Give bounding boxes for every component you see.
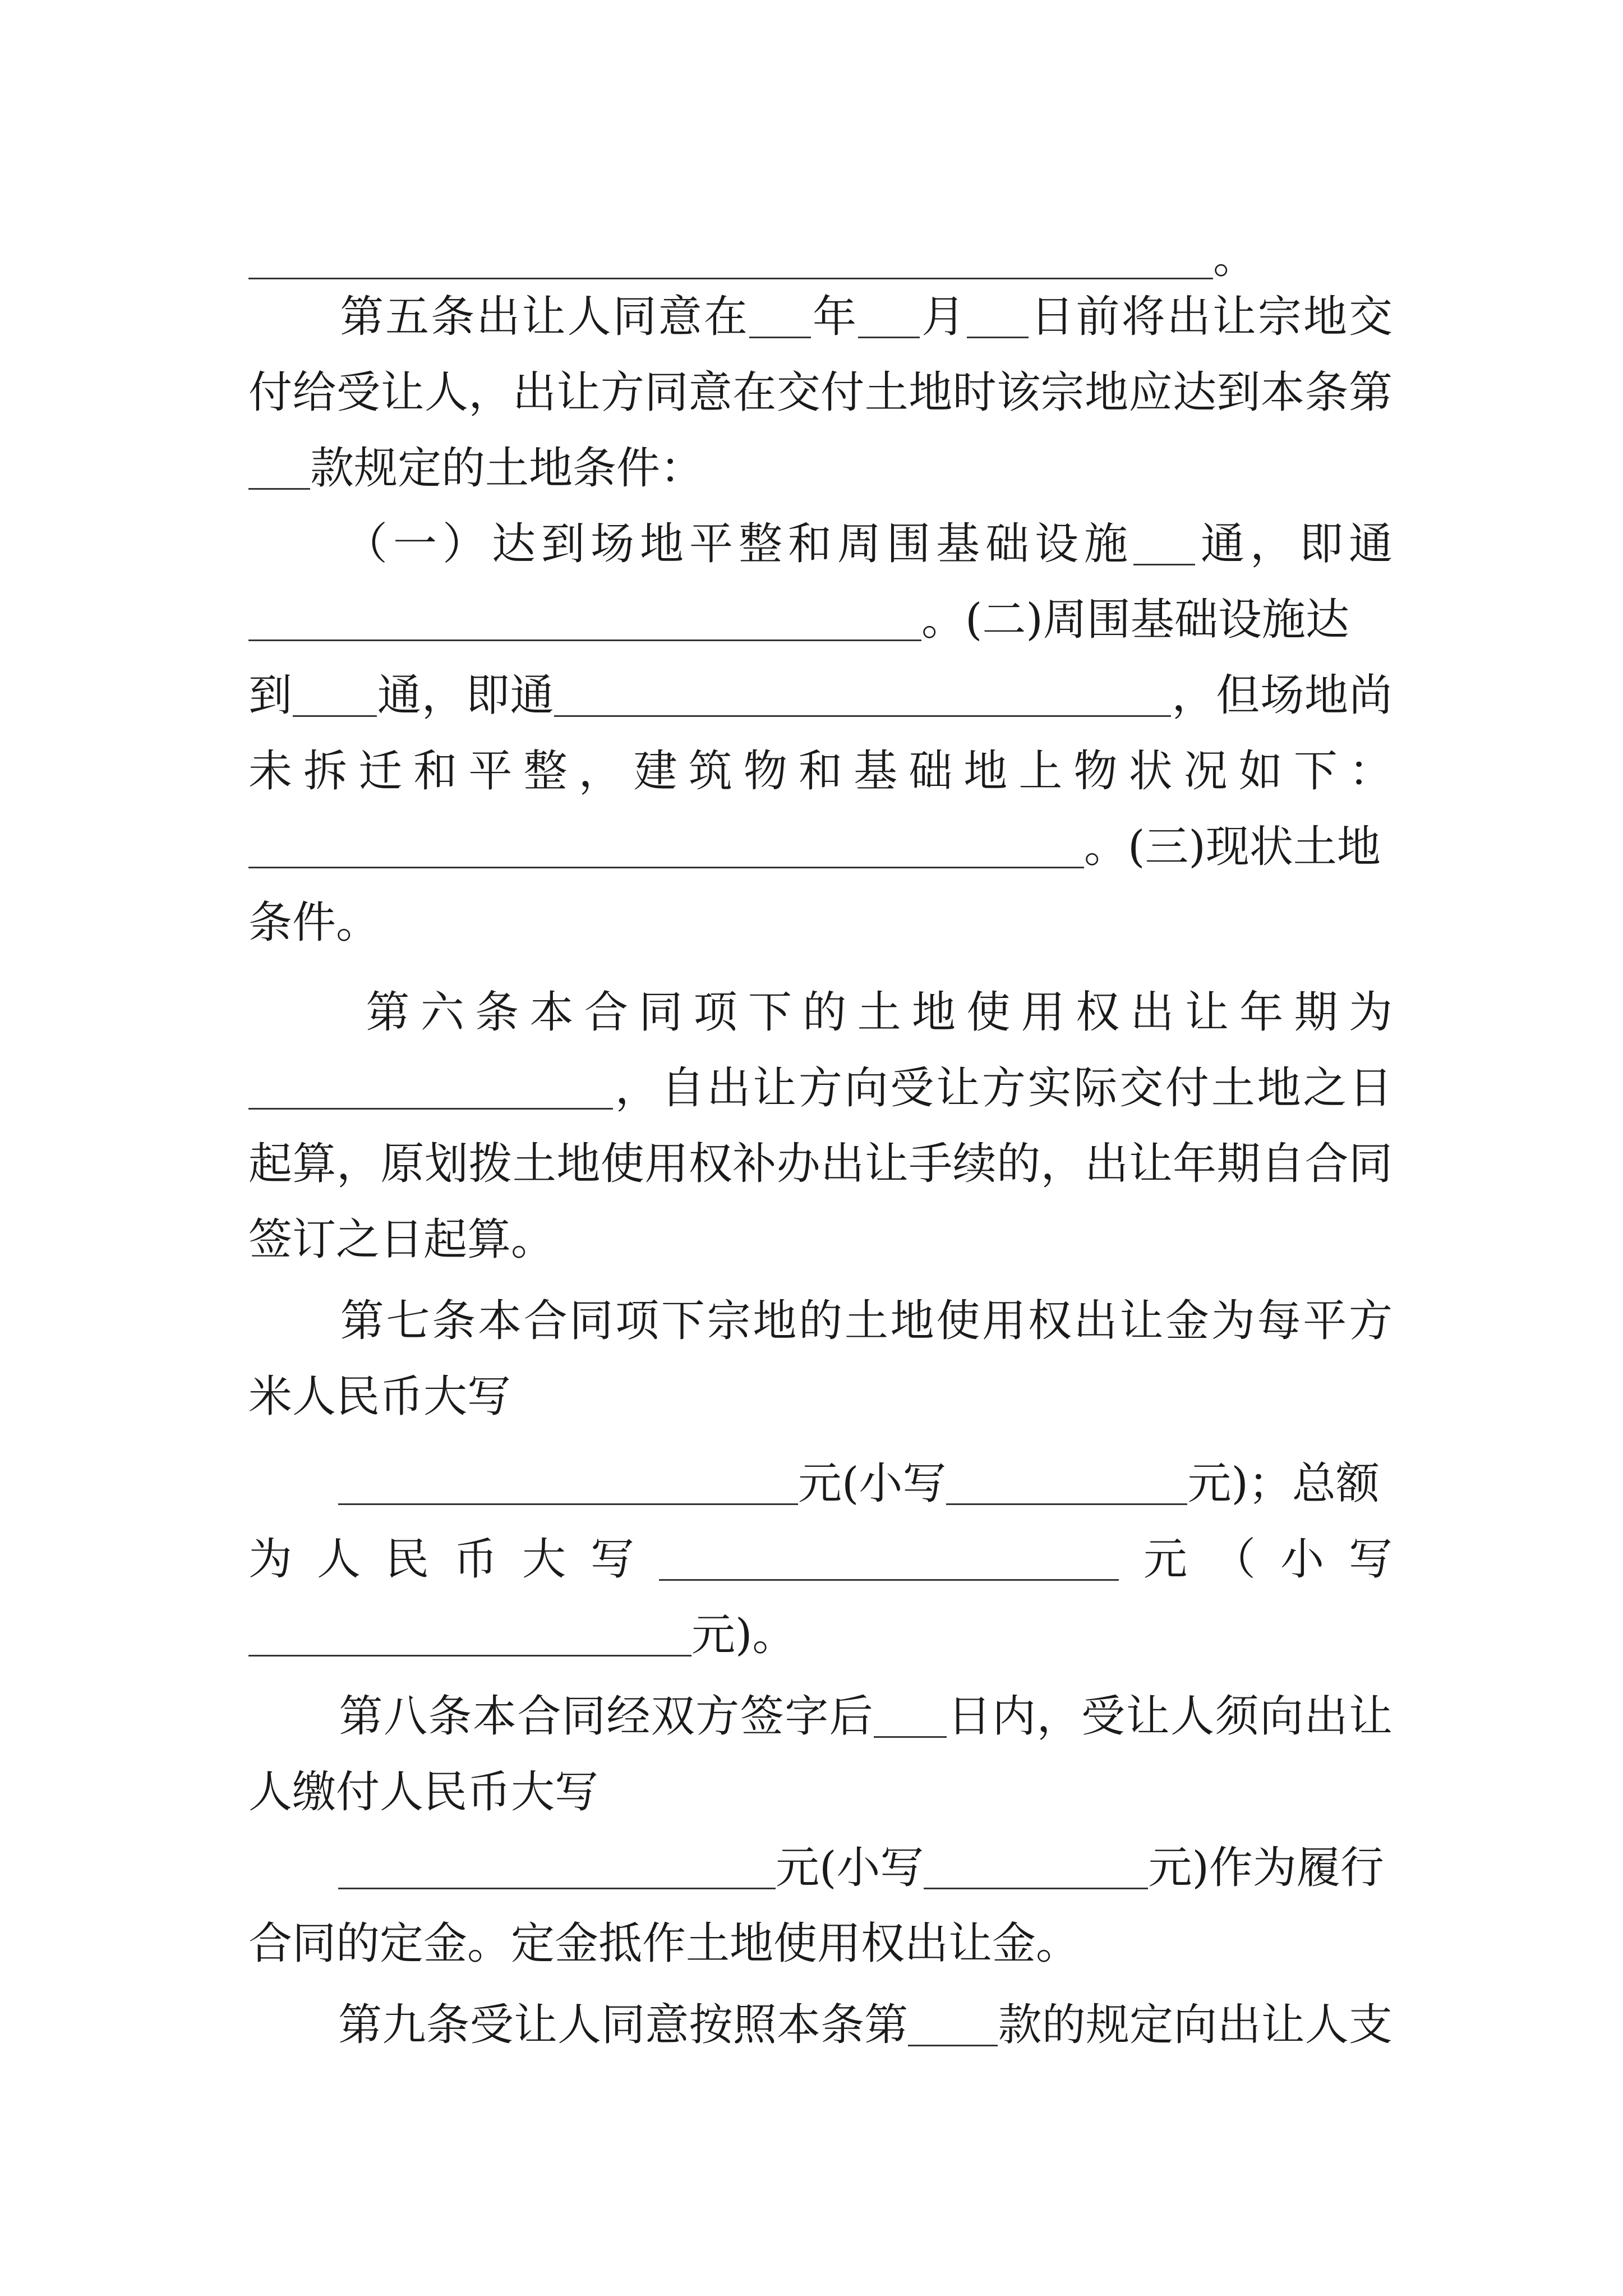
article-7-line-4 <box>248 1529 1393 1590</box>
text-line-1 <box>248 227 1393 289</box>
article-8-line-3 <box>248 1837 1393 1899</box>
clause-blank <box>908 2005 998 2046</box>
text-segment: 日内，受让人须向出让 <box>947 1691 1393 1742</box>
text-segment: 款规定的土地条件： <box>310 443 704 494</box>
text-segment: 米人民币大写 <box>248 1372 511 1422</box>
text-segment: 第九条受让人同意按照本条第 <box>338 2000 909 2050</box>
text-segment: 元)。 <box>691 1610 796 1660</box>
day-blank <box>967 297 1029 338</box>
text-segment: 签订之日起算。 <box>248 1214 555 1265</box>
deposit-figures-blank <box>924 1848 1148 1889</box>
article-5-item-2-line-2 <box>248 665 1393 726</box>
line-end-punctuation: 。 <box>1213 233 1257 283</box>
article-5-item-1 <box>248 513 1393 575</box>
article-5-item-3-line-1 <box>248 816 1393 878</box>
text-segment: （一）达到场地平整和周围基础设施 <box>338 519 1133 569</box>
amount-words-blank <box>338 1464 798 1505</box>
article-8-line-4 <box>248 1913 1393 1975</box>
text-segment: 元(小写 <box>798 1458 947 1509</box>
text-segment: 第七条本合同项下宗地的土地使用权出让金为每平方 <box>338 1296 1393 1346</box>
text-segment: 第八条本合同经双方签字后 <box>338 1691 874 1742</box>
article-8-line-2 <box>248 1761 1393 1823</box>
utilities-count-blank <box>293 676 377 717</box>
utilities-blank <box>554 676 1171 717</box>
text-segment: 元)；总额 <box>1187 1458 1380 1509</box>
total-figures-blank <box>248 1616 691 1657</box>
article-5-item-2-line-3 <box>248 740 1393 802</box>
text-segment: 通，即通 <box>376 670 555 721</box>
text-segment: 。(二)周围基础设施达 <box>921 595 1349 645</box>
article-5-line-2 <box>248 362 1393 424</box>
article-6-line-1 <box>248 982 1393 1043</box>
fill-in-blank <box>248 238 1213 279</box>
structures-blank <box>248 827 1084 868</box>
article-6-line-2 <box>248 1057 1393 1119</box>
text-segment: 元)作为履行 <box>1148 1843 1384 1893</box>
text-segment: ，自出让方向受让方实际交付土地之日 <box>613 1063 1393 1114</box>
year-blank <box>749 297 811 338</box>
text-segment: 。(三)现状土地 <box>1084 822 1381 872</box>
text-segment: 月 <box>920 292 967 342</box>
text-segment: ，但场地尚 <box>1171 670 1393 721</box>
text-segment: 第六条本合同项下的土地使用权出让年期为 <box>355 987 1393 1038</box>
article-7-line-2 <box>248 1366 1393 1428</box>
article-7-line-3 <box>248 1453 1393 1515</box>
text-segment: 年 <box>810 292 859 342</box>
article-7-line-5 <box>248 1604 1393 1666</box>
text-segment: 起算，原划拨土地使用权补办出让手续的，出让年期自合同 <box>248 1139 1393 1189</box>
term-blank <box>248 1069 613 1110</box>
utilities-count-blank <box>1133 524 1195 565</box>
utilities-blank <box>248 600 921 641</box>
article-5-item-3-line-2 <box>248 892 1393 954</box>
article-5-item-2-line-1 <box>248 589 1393 651</box>
text-segment: 付给受让人，出让方同意在交付土地时该宗地应达到本条第 <box>248 367 1393 418</box>
article-5-line-3 <box>248 438 1393 499</box>
deposit-words-blank <box>338 1848 776 1889</box>
article-7-line-1 <box>248 1290 1393 1352</box>
text-segment: 未拆迁和平整，建筑物和基础地上物状况如下： <box>248 746 1393 797</box>
month-blank <box>858 297 920 338</box>
text-segment: 人缴付人民币大写 <box>248 1767 599 1818</box>
clause-blank <box>248 449 310 490</box>
text-segment: 到 <box>248 670 293 721</box>
text-segment: 元（小写 <box>1118 1534 1393 1585</box>
amount-figures-blank <box>946 1464 1187 1505</box>
article-6-line-4 <box>248 1209 1393 1271</box>
days-blank <box>874 1697 947 1738</box>
text-segment: 合同的定金。定金抵作土地使用权出让金。 <box>248 1918 1080 1969</box>
text-segment: 日前将出让宗地交 <box>1029 292 1393 342</box>
article-9-line-1 <box>248 1994 1393 2056</box>
article-8-line-1 <box>248 1686 1393 1747</box>
text-segment: 第五条出让人同意在 <box>338 292 749 342</box>
total-words-blank <box>659 1540 1119 1581</box>
text-segment: 通，即通 <box>1195 519 1393 569</box>
article-5-line-1 <box>248 286 1393 348</box>
text-segment: 为人民币大写 <box>248 1534 659 1585</box>
text-segment: 款的规定向出让人支 <box>998 2000 1393 2050</box>
text-segment: 条件。 <box>248 898 380 948</box>
text-segment: 元(小写 <box>776 1843 924 1893</box>
article-6-line-3 <box>248 1133 1393 1195</box>
